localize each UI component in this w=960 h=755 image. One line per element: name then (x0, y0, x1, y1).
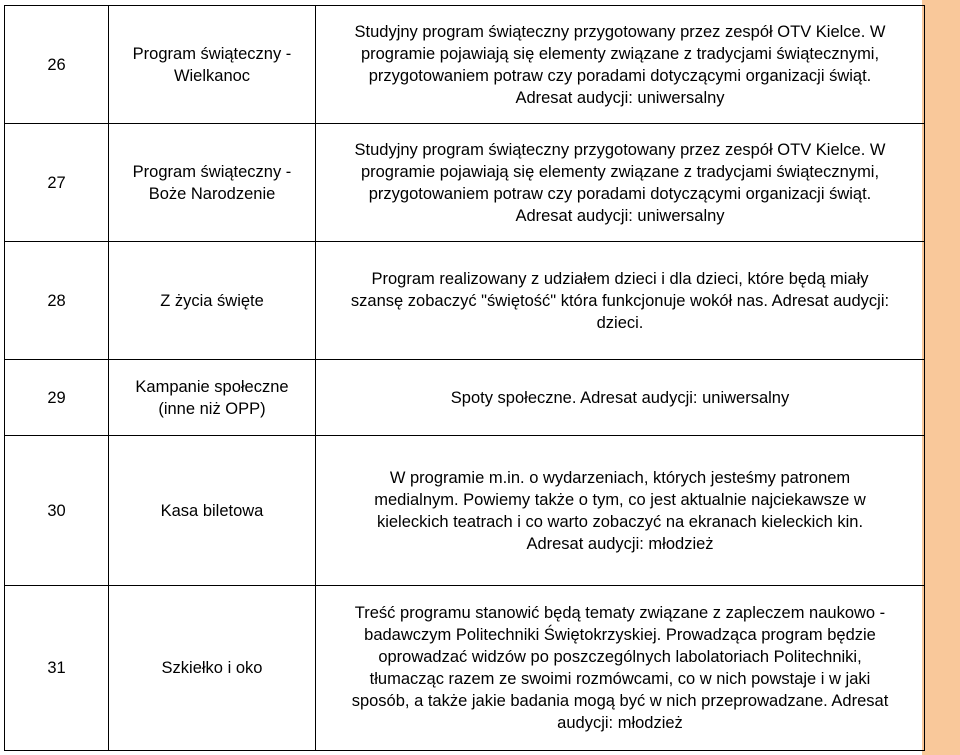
table-row (5, 586, 925, 751)
side-accent-stripe (922, 0, 960, 755)
program-title: Z życia święte (109, 242, 316, 360)
table-row (5, 436, 925, 586)
program-description: Program realizowany z udziałem dzieci i dla dzieci, które będą miały szansę zobaczyć "świętość" która funkcjonuje wokół nas. Adresat audycji: dzieci. (316, 242, 925, 360)
program-description: Studyjny program świąteczny przygotowany przez zespół OTV Kielce. W programie pojawiają się elementy związane z tradycjami świątecznymi, przygotowaniem potraw czy poradami dotyczącymi organizacji świąt. Adresat audycji: uniwersalny (316, 6, 925, 124)
table-row (5, 360, 925, 436)
program-title: Program świąteczny - Wielkanoc (109, 6, 316, 124)
row-number: 28 (5, 242, 109, 360)
program-description: Treść programu stanowić będą tematy związane z zapleczem naukowo - badawczym Politechniki Świętokrzyskiej. Prowadząca program będzie oprowadzać widzów po poszczególnych labolatoriach Politechniki, tłumacząc razem ze swoimi rozmówcami, co w nich powstaje i w jaki sposób, a także jakie badania mogą być w nich przeprowadzane. Adresat audycji: młodzież (316, 586, 925, 751)
row-number: 30 (5, 436, 109, 586)
program-title: Kampanie społeczne (inne niż OPP) (109, 360, 316, 436)
program-description: Spoty społeczne. Adresat audycji: uniwersalny (316, 360, 925, 436)
program-description: Studyjny program świąteczny przygotowany przez zespół OTV Kielce. W programie pojawiają się elementy związane z tradycjami świątecznymi, przygotowaniem potraw czy poradami dotyczącymi organizacji świąt. Adresat audycji: uniwersalny (316, 124, 925, 242)
row-number: 31 (5, 586, 109, 751)
program-title: Kasa biletowa (109, 436, 316, 586)
program-description: W programie m.in. o wydarzeniach, których jesteśmy patronem medialnym. Powiemy także o tym, co jest aktualnie najciekawsze w kieleckich teatrach i co warto zobaczyć na ekranach kieleckich kin. Adresat audycji: młodzież (316, 436, 925, 586)
row-number: 26 (5, 6, 109, 124)
program-title: Program świąteczny - Boże Narodzenie (109, 124, 316, 242)
table-row (5, 124, 925, 242)
program-schedule-table (4, 5, 925, 751)
row-number: 29 (5, 360, 109, 436)
table-row (5, 242, 925, 360)
program-title: Szkiełko i oko (109, 586, 316, 751)
row-number: 27 (5, 124, 109, 242)
table-row (5, 6, 925, 124)
